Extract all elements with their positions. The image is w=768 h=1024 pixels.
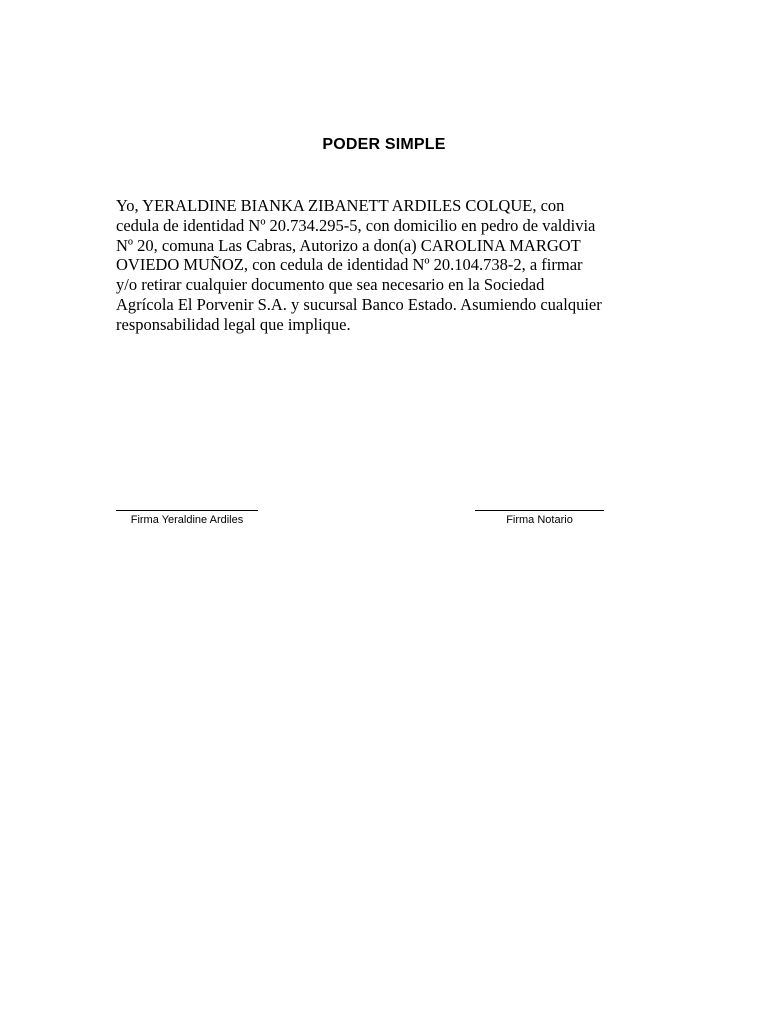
document-title: PODER SIMPLE: [322, 136, 446, 153]
signature-label: Firma Yeraldine Ardiles: [130, 514, 244, 526]
body-line: responsabilidad legal que implique.: [116, 314, 351, 334]
document-body: [116, 196, 656, 335]
body-line: Nº 20, comuna Las Cabras, Autorizo a don(a) CAROLINA MARGOT: [116, 235, 581, 255]
body-line: Yo, YERALDINE BIANKA ZIBANETT ARDILES COLQUE, con: [116, 196, 565, 215]
signature-block-notary: [475, 510, 604, 526]
body-line: OVIEDO MUÑOZ, con cedula de identidad Nº 20.104.738-2, a firmar: [116, 255, 583, 275]
signature-line: [116, 510, 258, 511]
signature-block-grantor: [116, 510, 258, 526]
signature-label: Firma Notario: [506, 514, 573, 526]
signature-line: [475, 510, 604, 511]
body-line: y/o retirar cualquier documento que sea necesario en la Sociedad: [116, 275, 545, 295]
body-line: Agrícola El Porvenir S.A. y sucursal Banco Estado. Asumiendo cualquier: [116, 294, 602, 314]
body-line: cedula de identidad Nº 20.734.295-5, con domicilio en pedro de valdivia: [116, 215, 596, 235]
